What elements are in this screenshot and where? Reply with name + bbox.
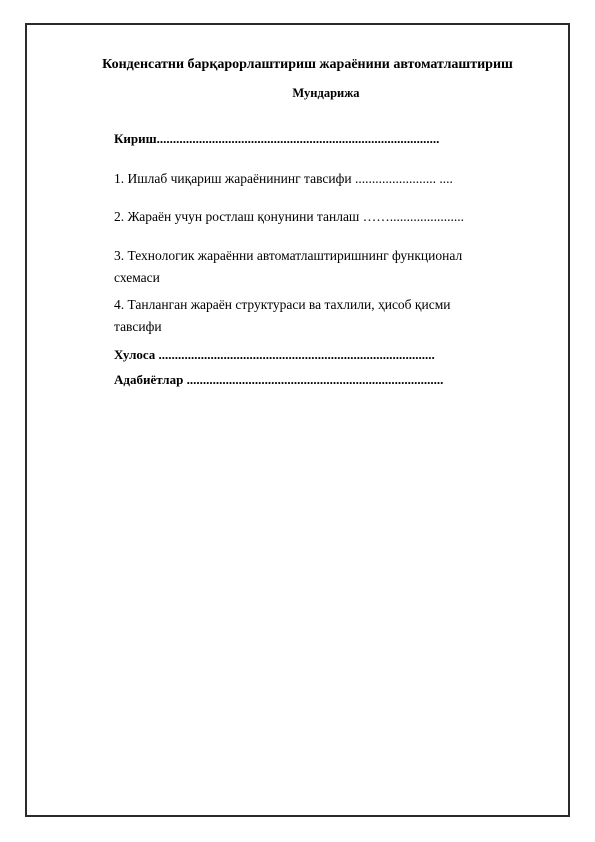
toc-entry-label: 4. Танланган жараён структураси ва тахлили, ҳисоб қисми xyxy=(114,297,451,312)
toc-leader-dots: ........................ .... xyxy=(351,171,453,186)
toc-heading: Мундарижа xyxy=(292,86,360,100)
toc-entry-conclusion xyxy=(114,347,435,363)
toc-leader-dots: ……...................... xyxy=(359,209,464,224)
toc-leader-dots: ..................................................................................... xyxy=(155,347,435,362)
toc-entry-references xyxy=(114,372,443,388)
toc-entry-1 xyxy=(114,168,453,190)
toc-entry-label: Кириш xyxy=(114,131,157,146)
document-title: Конденсатни барқарорлаштириш жараёнини автоматлаштириш xyxy=(102,57,513,72)
toc-leader-dots: ....................................................................................... xyxy=(156,131,440,146)
toc-entry-introduction xyxy=(114,131,439,147)
toc-entry-label: Адабиётлар xyxy=(114,372,184,387)
toc-leader-dots: ............................................................................... xyxy=(183,372,444,387)
toc-entry-label: 1. Ишлаб чиқариш жараёнининг тавсифи xyxy=(114,171,352,186)
toc-entry-2 xyxy=(114,206,464,228)
toc-entry-label: 2. Жараён учун ростлаш қонунини танлаш xyxy=(114,209,360,224)
toc-entry-4 xyxy=(114,294,450,338)
toc-entry-continuation: схемаси xyxy=(114,270,160,285)
toc-entry-label: Хулоса xyxy=(114,347,156,362)
toc-entry-3 xyxy=(114,245,462,289)
toc-entry-continuation: тавсифи xyxy=(114,319,162,334)
toc-entry-label: 3. Технологик жараённи автоматлаштиришнинг функционал xyxy=(114,248,463,263)
